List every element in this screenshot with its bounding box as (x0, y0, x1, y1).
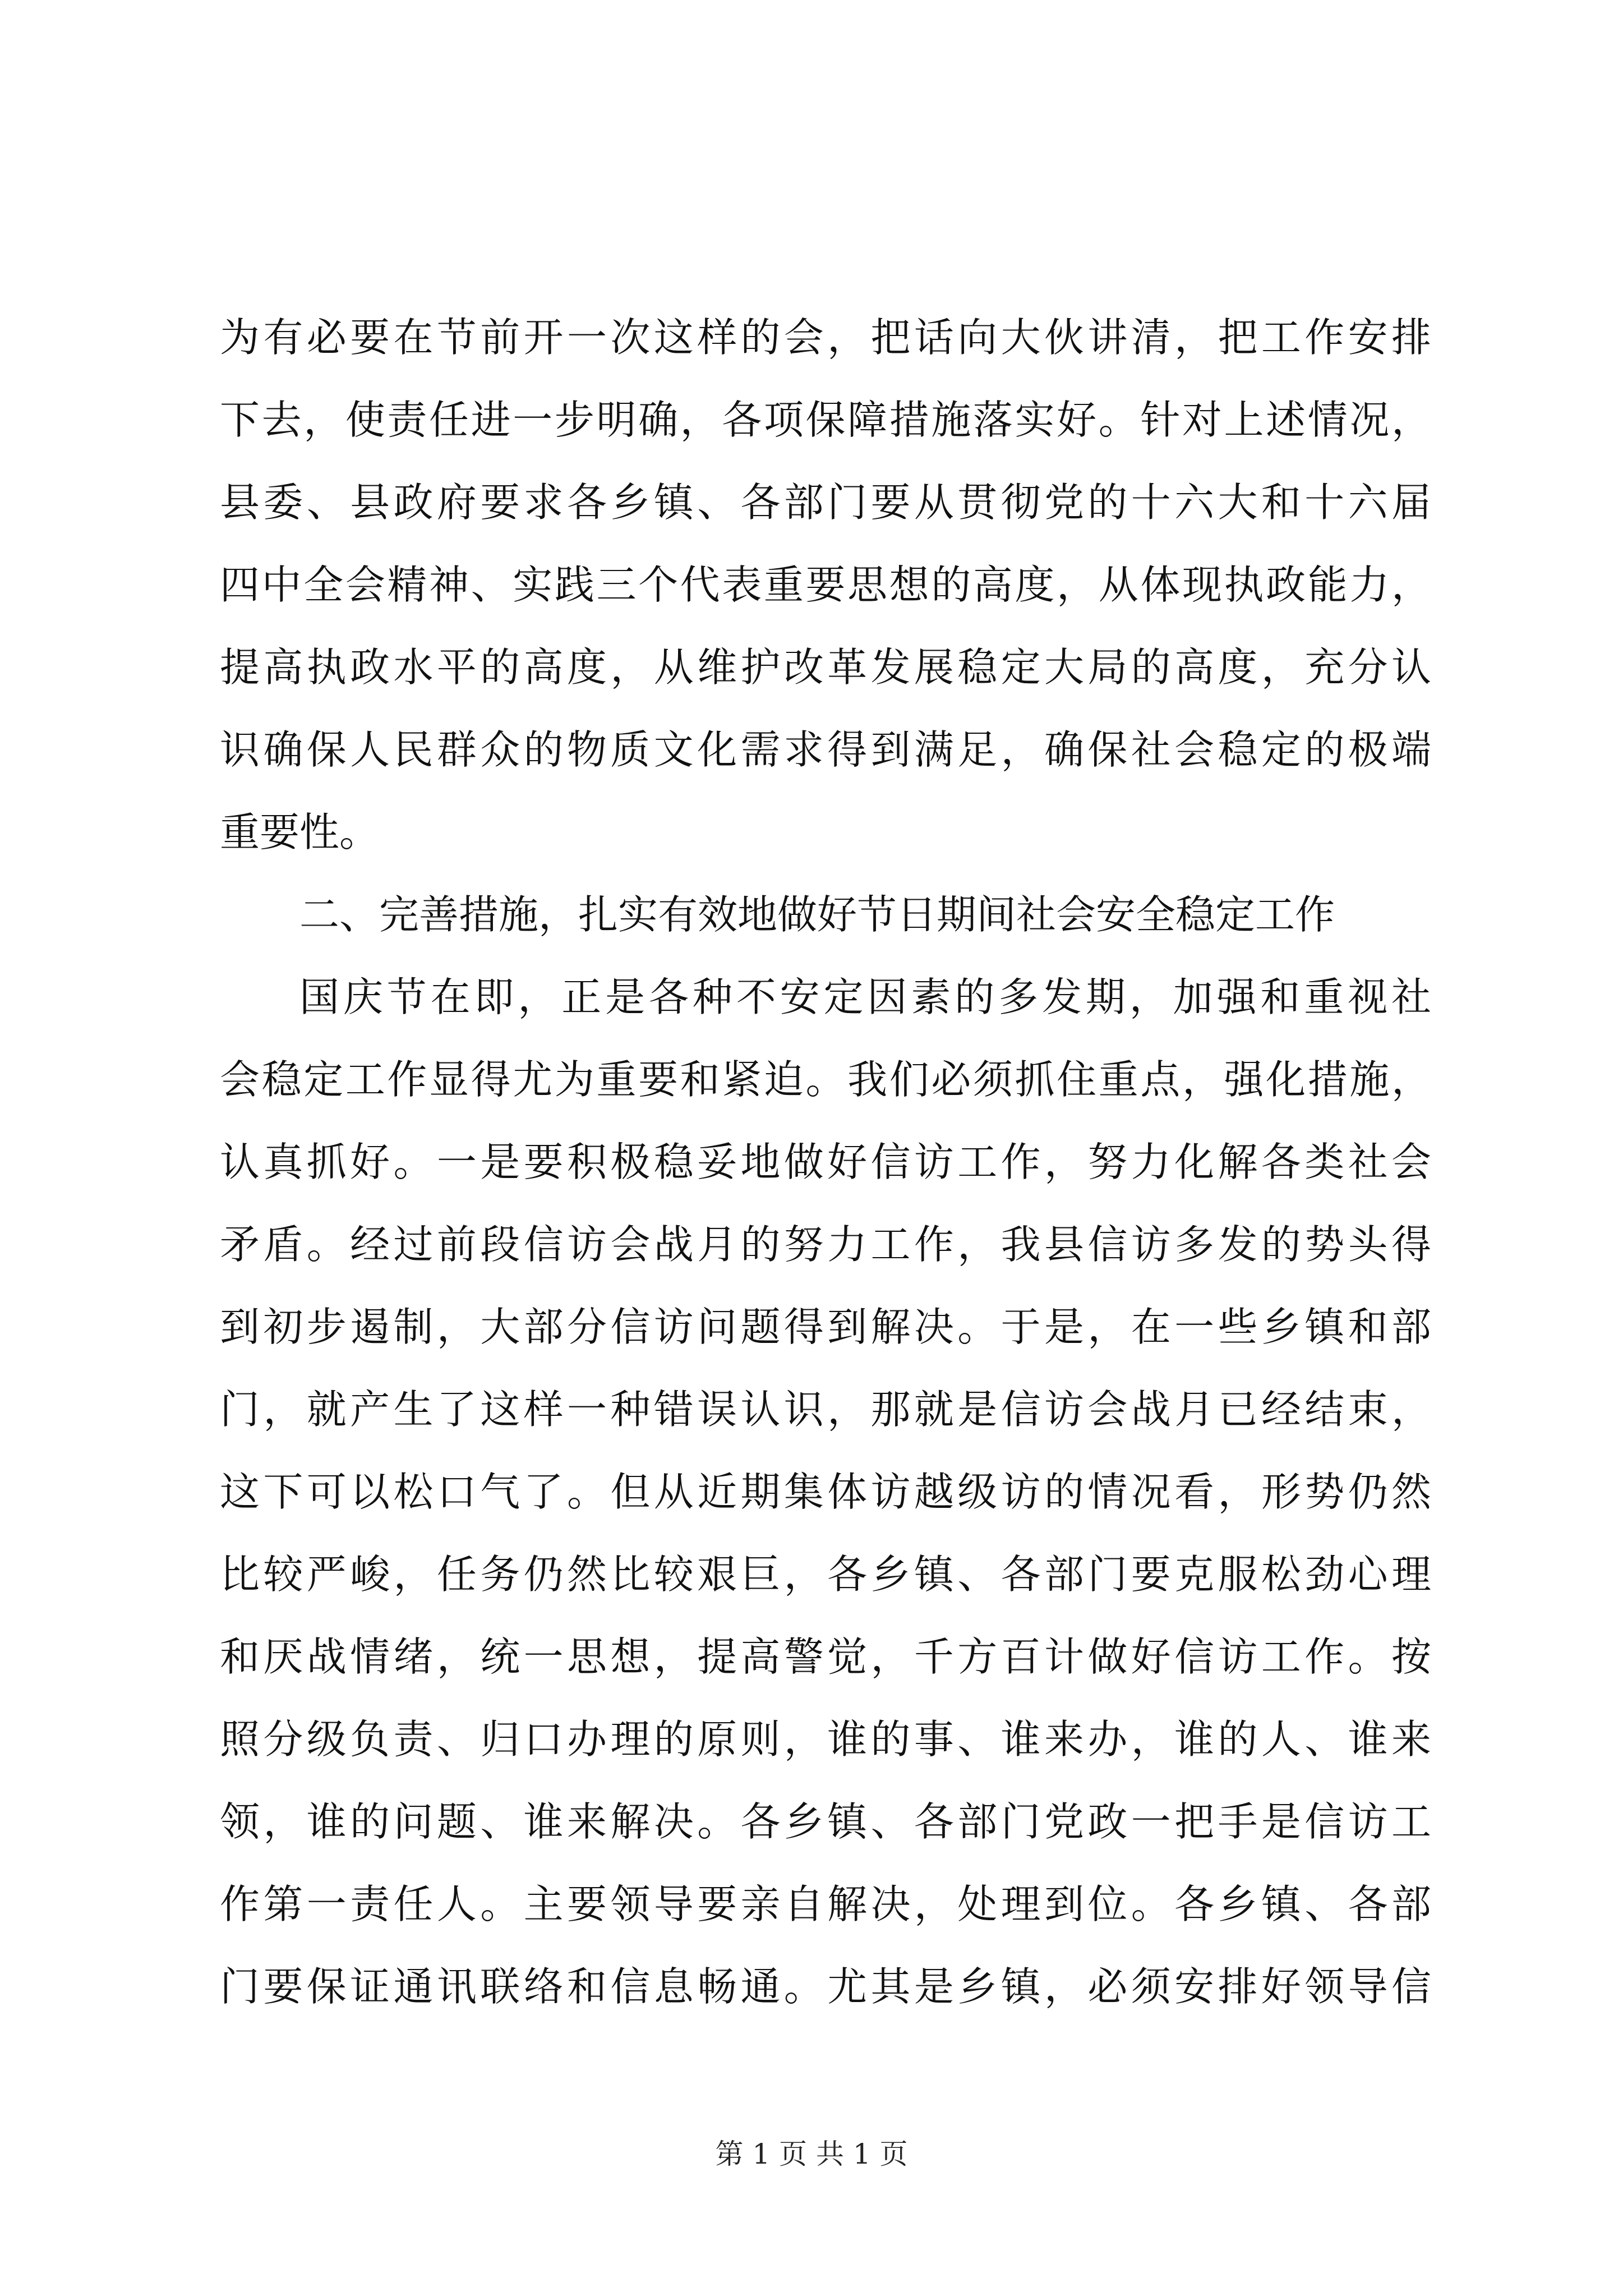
text-line: 矛盾。经过前段信访会战月的努力工作，我县信访多发的势头得 (220, 1221, 1431, 1268)
text-line: 识确保人民群众的物质文化需求得到满足，确保社会稳定的极端 (220, 726, 1431, 773)
text-line: 重要性。 (220, 809, 380, 855)
text-line: 下去，使责任进一步明确，各项保障措施落实好。针对上述情况， (220, 397, 1431, 443)
text-line: 国庆节在即，正是各种不安定因素的多发期，加强和重视社 (299, 974, 1431, 1020)
text-line: 照分级负责、归口办理的原则，谁的事、谁来办，谁的人、谁来 (220, 1716, 1431, 1763)
page-footer: 第 1 页 共 1 页 (715, 2138, 908, 2170)
text-line: 门，就产生了这样一种错误认识，那就是信访会战月已经结束， (220, 1386, 1431, 1433)
text-line: 和厌战情绪，统一思想，提高警觉，千方百计做好信访工作。按 (220, 1634, 1431, 1680)
text-line: 门要保证通讯联络和信息畅通。尤其是乡镇，必须安排好领导信 (220, 1963, 1431, 2010)
text-line: 到初步遏制，大部分信访问题得到解决。于是，在一些乡镇和部 (220, 1304, 1431, 1350)
text-line: 会稳定工作显得尤为重要和紧迫。我们必须抓住重点，强化措施， (220, 1056, 1431, 1103)
text-line: 作第一责任人。主要领导要亲自解决，处理到位。各乡镇、各部 (220, 1881, 1431, 1927)
text-line: 这下可以松口气了。但从近期集体访越级访的情况看，形势仍然 (220, 1469, 1431, 1515)
body-text (220, 296, 1431, 2028)
text-line: 比较严峻，任务仍然比较艰巨，各乡镇、各部门要克服松劲心理 (220, 1551, 1431, 1598)
text-line: 四中全会精神、实践三个代表重要思想的高度，从体现执政能力， (220, 562, 1431, 608)
text-line: 认真抓好。一是要积极稳妥地做好信访工作，努力化解各类社会 (220, 1139, 1431, 1185)
text-line: 提高执政水平的高度，从维护改革发展稳定大局的高度，充分认 (220, 644, 1431, 691)
text-line: 为有必要在节前开一次这样的会，把话向大伙讲清，把工作安排 (220, 314, 1431, 361)
text-line: 领，谁的问题、谁来解决。各乡镇、各部门党政一把手是信访工 (220, 1798, 1431, 1845)
text-line: 二、完善措施，扎实有效地做好节日期间社会安全稳定工作 (299, 891, 1335, 938)
text-line: 县委、县政府要求各乡镇、各部门要从贯彻党的十六大和十六届 (220, 479, 1431, 526)
